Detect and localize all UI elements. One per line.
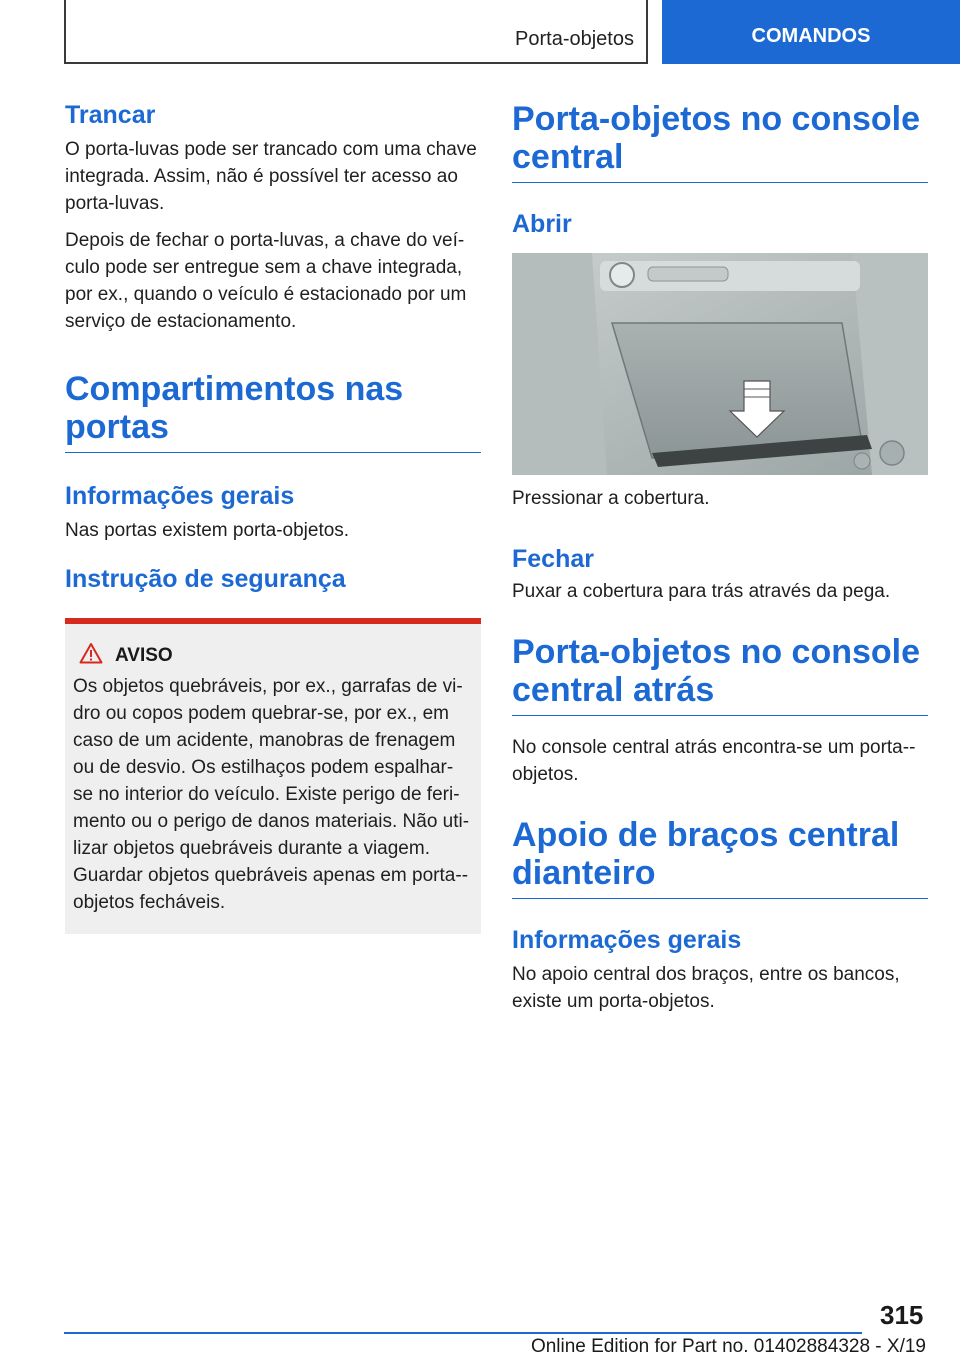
abrir-heading: Abrir	[512, 210, 572, 238]
warning-label: AVISO	[115, 644, 173, 666]
warning-triangle-icon	[79, 642, 103, 669]
console-heading: Porta-objetos no console central	[512, 100, 928, 183]
apoio-gerais-heading: Informações gerais	[512, 926, 742, 954]
header-section-title: Porta-objetos	[515, 28, 634, 50]
trancar-paragraph-1: O porta-luvas pode ser trancado com uma chave integrada. Assim, não é possível ter acesso ao porta-luvas.	[65, 139, 477, 214]
compartimentos-gerais-heading: Informações gerais	[65, 482, 295, 510]
seguranca-heading: Instrução de segurança	[65, 565, 346, 593]
page-number: 315	[880, 1300, 924, 1330]
apoio-heading: Apoio de braços central dianteiro	[512, 816, 928, 899]
left-column	[65, 100, 481, 934]
header-chapter-title: COMANDOS	[751, 24, 871, 47]
header-section-box	[64, 0, 648, 64]
console-photo	[512, 253, 928, 475]
fechar-text: Puxar a cobertura para trás através da pega.	[512, 581, 891, 602]
compartimentos-gerais-text: Nas portas existem porta-objetos.	[65, 520, 350, 541]
apoio-gerais-text: No apoio central dos braços, entre os bancos, existe um porta-objetos.	[512, 964, 900, 1012]
console-atras-text: No console central atrás encontra-se um porta-objetos.	[512, 737, 916, 785]
compartimentos-heading: Compartimentos nas portas	[65, 370, 481, 453]
footer-divider	[64, 1332, 862, 1334]
right-column	[512, 100, 928, 1015]
trancar-paragraph-2: Depois de fechar o porta-luvas, a chave do veículo pode ser entregue sem a chave integrada, por ex., quando o veículo é estacionado por um serviço de estacionamento.	[65, 230, 467, 332]
warning-header	[79, 642, 473, 669]
abrir-text: Pressionar a cobertura.	[512, 488, 710, 509]
console-atras-heading: Porta-objetos no console central atrás	[512, 633, 928, 716]
warning-text: Os objetos quebráveis, por ex., garrafas de vidro ou copos podem quebrar-se, por ex., em caso de um acidente, manobras de frenagem ou de desvio. Os estilhaços podem espalhar-se no interior do veículo. Existe perigo de ferimento ou o perigo de danos materiais. Não utilizar objetos quebráveis durante a viagem. Guardar objetos quebráveis apenas em porta-objetos fecháveis.	[73, 676, 470, 913]
warning-box	[65, 618, 481, 934]
header-chapter-tab	[662, 0, 960, 64]
footer-edition: Online Edition for Part no. 01402884328 - X/19	[530, 1336, 926, 1357]
fechar-heading: Fechar	[512, 545, 594, 573]
trancar-heading: Trancar	[65, 101, 156, 129]
